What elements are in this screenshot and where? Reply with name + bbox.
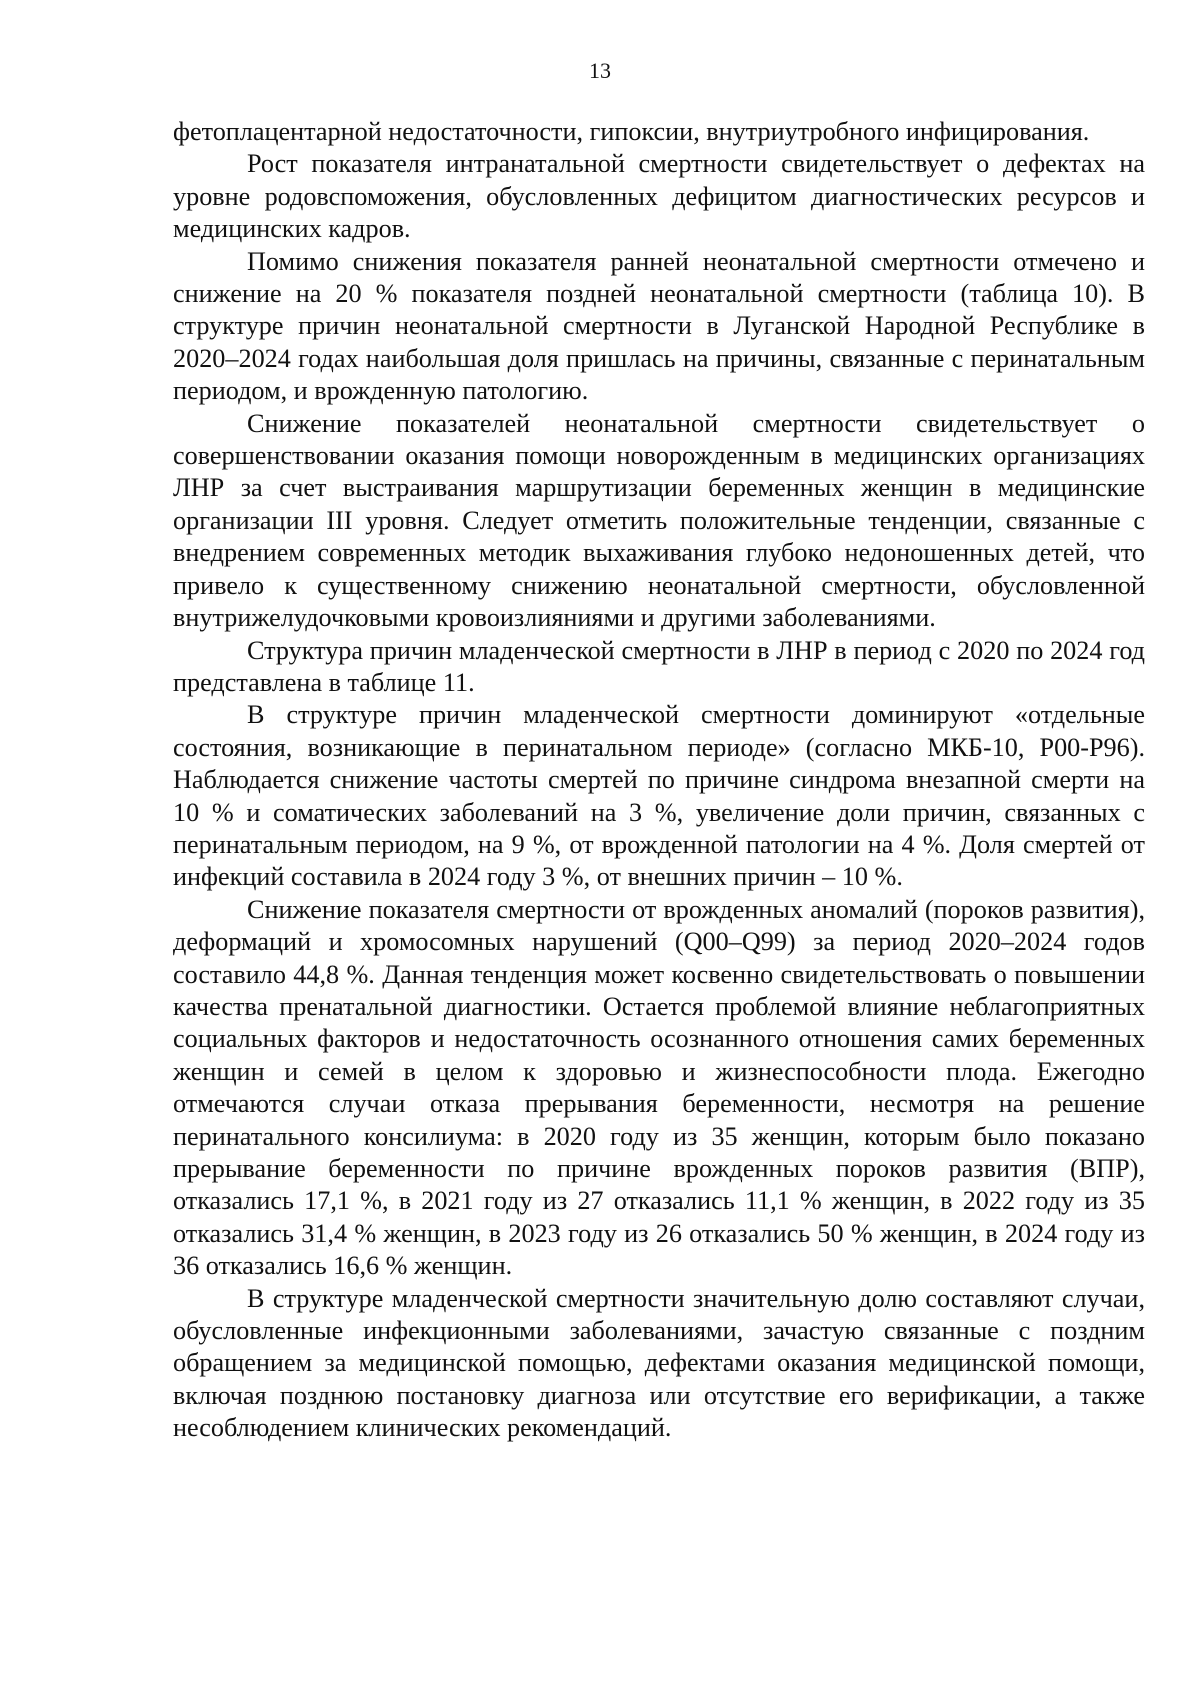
paragraph-8: В структуре младенческой смертности значительную долю составляют случаи, обусловленные инфекционными заболеваниями, зачастую связанные с поздним обращением за медицинской помощью, дефектами оказания медицинской помощи, включая позднюю постановку диагноза или отсутствие его верификации, а также несоблюдением клинических рекомендаций. xyxy=(173,1283,1145,1443)
paragraph-5: Структура причин младенческой смертности в ЛНР в период с 2020 по 2024 год представлена в таблице 11. xyxy=(173,635,1145,697)
document-body xyxy=(173,116,1145,1445)
paragraph-7: Снижение показателя смертности от врожденных аномалий (пороков развития), деформаций и хромосомных нарушений (Q00–Q99) за период 2020–2024 годов составило 44,8 %. Данная тенденция может косвенно свидетельствовать о повышении качества пренатальной диагностики. Остается проблемой влияние неблагоприятных социальных факторов и недостаточность осознанного отношения самих беременных женщин и семей в целом к здоровью и жизнеспособности плода. Ежегодно отмечаются случаи отказа прерывания беременности, несмотря на решение перинатального консилиума: в 2020 году из 35 женщин, которым было показано прерывание беременности по причине врожденных пороков развития (ВПР), отказались 17,1 %, в 2021 году из 27 отказались 11,1 % женщин, в 2022 году из 35 отказались 31,4 % женщин, в 2023 году из 26 отказались 50 % женщин, в 2024 году из 36 отказались 16,6 % женщин. xyxy=(173,894,1145,1281)
paragraph-6: В структуре причин младенческой смертности доминируют «отдельные состояния, возникающие в перинатальном периоде» (согласно МКБ-10, P00-P96). Наблюдается снижение частоты смертей по причине синдрома внезапной смерти на 10 % и соматических заболеваний на 3 %, увеличение доли причин, связанных с перинатальным периодом, на 9 %, от врожденной патологии на 4 %. Доля смертей от инфекций составила в 2024 году 3 %, от внешних причин – 10 %. xyxy=(173,700,1145,892)
paragraph-2: Рост показателя интранатальной смертности свидетельствует о дефектах на уровне родовспоможения, обусловленных дефицитом диагностических ресурсов и медицинских кадров. xyxy=(173,149,1145,244)
paragraph-1: фетоплацентарной недостаточности, гипоксии, внутриутробного инфицирования. xyxy=(173,117,1090,146)
paragraph-4: Снижение показателей неонатальной смертности свидетельствует о совершенствовании оказания помощи новорожденным в медицинских организациях ЛНР за счет выстраивания маршрутизации беременных женщин в медицинские организации III уровня. Следует отметить положительные тенденции, связанные с внедрением современных методик выхаживания глубоко недоношенных детей, что привело к существенному снижению неонатальной смертности, обусловленной внутрижелудочковыми кровоизлияниями и другими заболеваниями. xyxy=(173,408,1145,633)
paragraph-3: Помимо снижения показателя ранней неонатальной смертности отмечено и снижение на 20 % показателя поздней неонатальной смертности (таблица 10). В структуре причин неонатальной смертности в Луганской Народной Республике в 2020–2024 годах наибольшая доля пришлась на причины, связанные с перинатальным периодом, и врожденную патологию. xyxy=(173,246,1145,406)
page-number: 13 xyxy=(589,58,611,83)
